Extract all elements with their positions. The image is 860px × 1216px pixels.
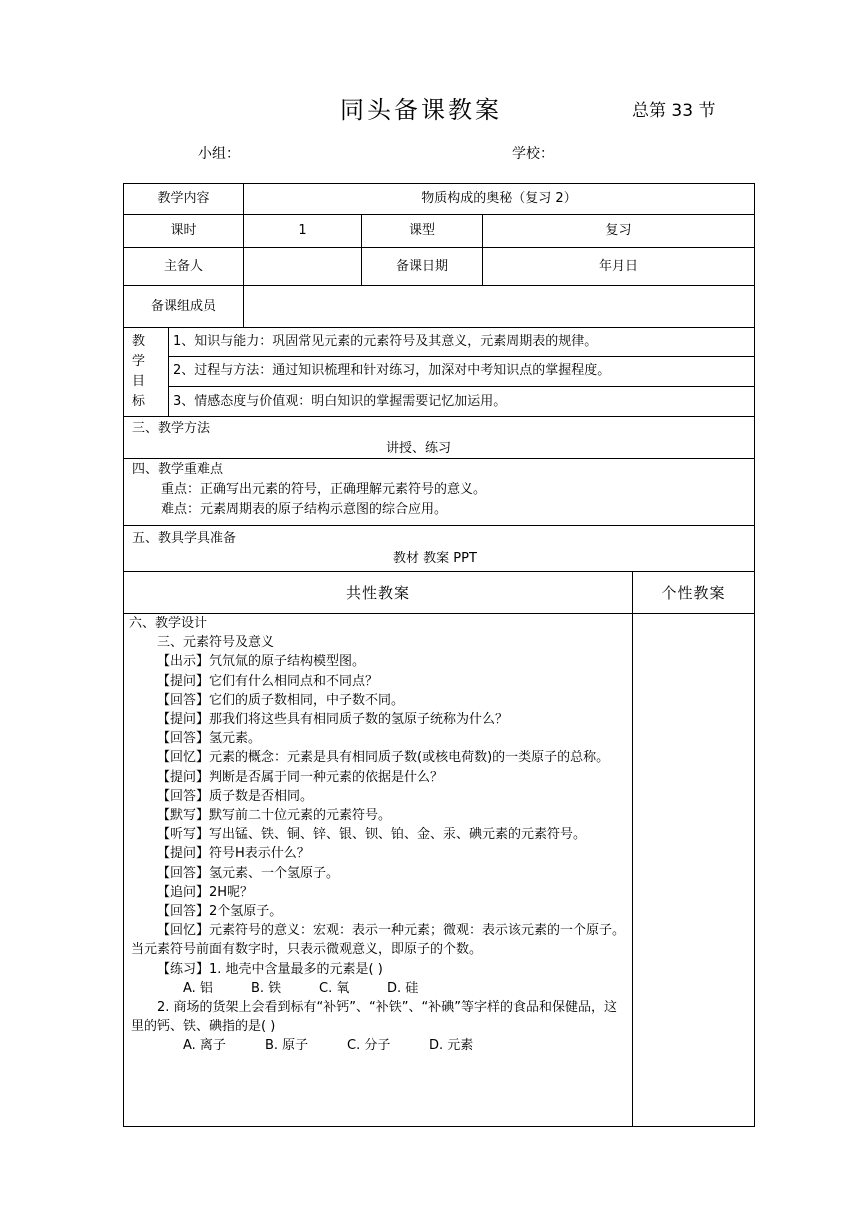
design-line: 【提问】符号H表示什么？ — [157, 846, 310, 862]
preparer-label-cell — [123, 247, 244, 286]
keypoint-text: 重点：正确写出元素的符号，正确理解元素符号的意义。 — [161, 482, 487, 497]
content-label-cell — [123, 183, 244, 215]
date-value: 年月日 — [598, 258, 638, 274]
type-value-cell — [482, 214, 755, 248]
design-line: 【回忆】元素的概念：元素是具有相同质子数(或核电荷数)的一类原子的总称。 — [157, 750, 610, 766]
design-section: 三、元素符号及意义 — [157, 635, 275, 651]
goal-1: 1、知识与能力：巩固常见元素的元素符号及其意义，元素周期表的规律。 — [173, 334, 598, 349]
keypoints-label: 四、教学重难点 — [132, 462, 224, 477]
type-label: 课型 — [408, 223, 435, 238]
common-plan-header — [123, 571, 633, 614]
goals-label-cell — [123, 327, 169, 417]
design-label: 六、教学设计 — [129, 616, 208, 631]
q1-option-b: B. 铁 — [251, 980, 282, 996]
period-label: 课时 — [170, 223, 197, 238]
period-value-cell — [243, 214, 362, 248]
tools-label: 五、教具学具准备 — [132, 531, 237, 546]
methods-label: 三、教学方法 — [132, 421, 211, 436]
personal-plan-label: 个性教案 — [661, 583, 726, 602]
exercise-q1: 【练习】1. 地壳中含量最多的元素是( ) — [157, 961, 383, 977]
goals-label: 教学目标 — [132, 334, 146, 409]
school-label: 学校： — [512, 146, 554, 162]
q2-options — [131, 1036, 626, 1055]
date-label: 备课日期 — [395, 258, 448, 274]
design-line: 【提问】那我们将这些具有相同质子数的氢原子统称为什么？ — [157, 712, 509, 728]
date-value-cell — [482, 247, 755, 286]
personal-plan-cell — [632, 613, 755, 1127]
goal-row-3 — [168, 386, 755, 417]
preparer-value-cell — [243, 247, 362, 286]
tools-value: 教材 教案 PPT — [393, 551, 477, 566]
goal-2: 2、过程与方法：通过知识梳理和针对练习，加深对中考知识点的掌握程度。 — [173, 363, 611, 378]
members-label-cell — [123, 285, 244, 328]
period-label-cell — [123, 214, 244, 248]
period-value: 1 — [298, 223, 307, 238]
date-label-cell — [361, 247, 483, 286]
q1-option-c: C. 氧 — [319, 980, 350, 996]
q1-option-a: A. 铝 — [183, 980, 213, 996]
tools-cell — [123, 525, 755, 572]
difficulty-text: 难点：元素周期表的原子结构示意图的综合应用。 — [161, 502, 448, 517]
methods-cell — [123, 416, 755, 459]
content-value: 物质构成的奥秘（复习 2） — [421, 191, 577, 206]
design-line: 【提问】它们有什么相同点和不同点？ — [157, 673, 379, 689]
design-line: 【追问】2H呢？ — [157, 884, 254, 900]
preparer-label: 主备人 — [163, 258, 203, 274]
design-line: 【出示】氕氘氚的原子结构模型图。 — [157, 654, 366, 670]
common-plan-label: 共性教案 — [345, 583, 410, 602]
exercise-q2: 2. 商场的货架上会看到标有“补钙”、“补铁”、“补碘”等字样的食品和保健品，这里的钙、铁、碘指的是( ) — [131, 1000, 617, 1035]
q1-options — [131, 979, 626, 998]
q1-option-d: D. 硅 — [387, 980, 419, 996]
members-value-cell — [243, 285, 755, 328]
goal-3: 3、情感态度与价值观：明白知识的掌握需要记忆加运用。 — [173, 394, 507, 409]
design-line: 【回答】它们的质子数相同，中子数不同。 — [157, 692, 405, 708]
q2-option-d: D. 元素 — [429, 1038, 474, 1054]
goal-row-1 — [168, 327, 755, 357]
q2-option-c: C. 分子 — [347, 1038, 391, 1054]
goal-row-2 — [168, 356, 755, 387]
keypoints-cell — [123, 458, 755, 526]
design-line: 【回忆】元素符号的意义：宏观：表示一种元素；微观：表示该元素的一个原子。当元素符号前面有数字时，只表示微观意义，即原子的个数。 — [131, 923, 626, 958]
members-label: 备课组成员 — [150, 298, 216, 314]
q2-option-b: B. 原子 — [265, 1038, 309, 1054]
design-line: 【回答】质子数是否相同。 — [157, 788, 314, 804]
design-line: 【回答】氢元素。 — [157, 731, 262, 747]
q2-option-a: A. 离子 — [183, 1038, 226, 1054]
design-line: 【提问】判断是否属于同一种元素的依据是什么？ — [157, 769, 444, 785]
lesson-number: 总第 33 节 — [632, 101, 716, 121]
page-title: 同头备课教案 — [340, 96, 502, 124]
design-line: 【回答】2个氢原子。 — [157, 904, 283, 920]
methods-value: 讲授、练习 — [386, 441, 452, 456]
content-label: 教学内容 — [157, 191, 210, 206]
personal-plan-header — [632, 571, 755, 614]
design-line: 【听写】写出锰、铁、铜、锌、银、钡、铂、金、汞、碘元素的元素符号。 — [157, 827, 587, 843]
group-label: 小组： — [198, 146, 240, 162]
design-line: 【默写】默写前二十位元素的元素符号。 — [157, 808, 392, 824]
design-line: 【回答】氢元素、一个氢原子。 — [157, 865, 340, 881]
teaching-design — [131, 614, 626, 1056]
content-value-cell — [243, 183, 755, 215]
type-label-cell — [361, 214, 483, 248]
type-value: 复习 — [605, 223, 632, 238]
